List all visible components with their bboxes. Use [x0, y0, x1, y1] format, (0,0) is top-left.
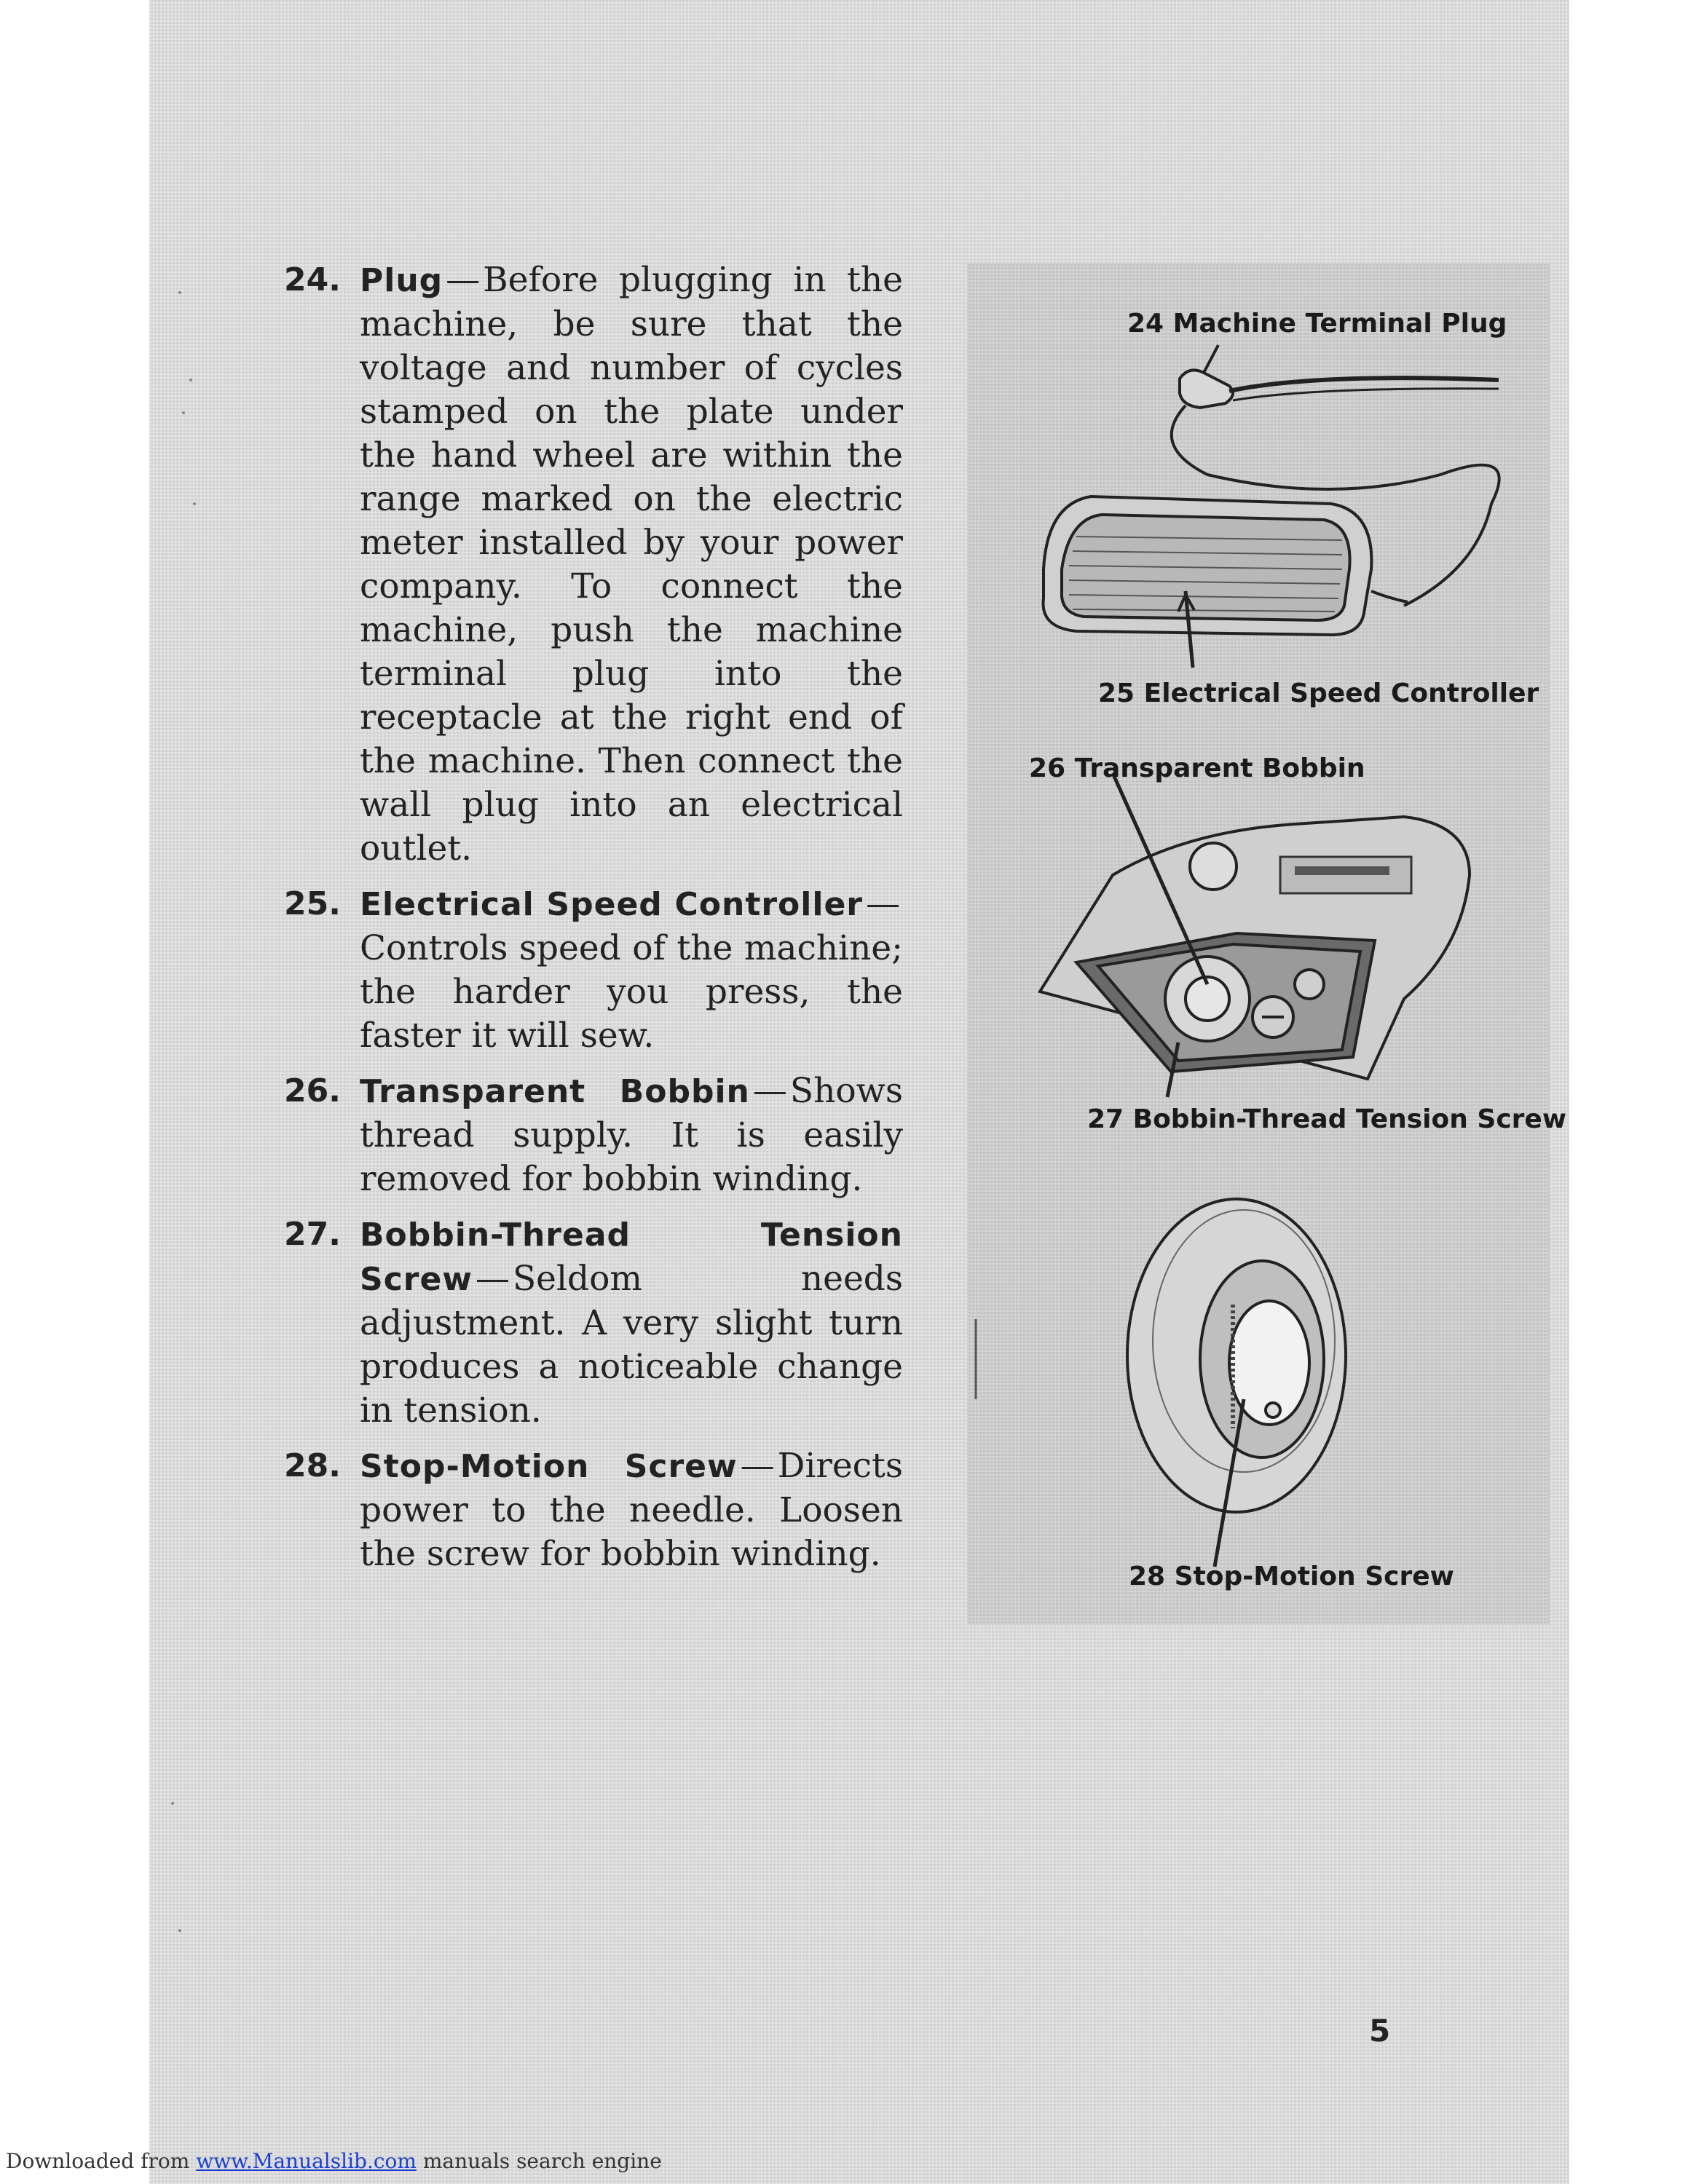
item-heading: Electrical Speed Controller [360, 886, 863, 923]
caption-25: 25 Electrical Speed Controller [1098, 678, 1539, 708]
dash: — [866, 884, 900, 924]
scan-speck [178, 291, 181, 294]
item-heading: Stop-Motion Screw [360, 1448, 738, 1485]
scan-speck [171, 1802, 174, 1805]
page-number: 5 [1369, 2013, 1391, 2049]
caption-28: 28 Stop-Motion Screw [1129, 1562, 1454, 1591]
dash: — [740, 1446, 775, 1486]
item-text: Seldom needs adjustment. A very slight turn produces a noticeable change in tension. [360, 1259, 903, 1431]
item-text: Directs power to the needle. Loosen the screw for bobbin winding. [360, 1446, 903, 1574]
scan-speck [193, 502, 196, 505]
item-24 [284, 258, 903, 871]
scan-speck [178, 1929, 181, 1932]
item-27 [284, 1213, 903, 1433]
scan-speck [182, 411, 185, 414]
item-number: 28. [284, 1447, 341, 1484]
manualslib-link[interactable]: www.Manualslib.com [196, 2149, 417, 2173]
item-number: 24. [284, 261, 341, 298]
item-26 [284, 1069, 903, 1201]
stop-motion-screw-illustration [976, 1199, 1346, 1567]
caption-24: 24 Machine Terminal Plug [1127, 309, 1507, 339]
illustrations [967, 264, 1550, 1625]
illustration-panel [967, 264, 1567, 1625]
item-28 [284, 1444, 903, 1576]
scan-speck [189, 379, 192, 381]
item-heading: Transparent Bobbin [360, 1073, 750, 1110]
caption-26: 26 Transparent Bobbin [1029, 753, 1365, 783]
speed-controller-illustration [1044, 345, 1499, 668]
bobbin-area-illustration [1040, 773, 1470, 1097]
dash: — [446, 260, 481, 300]
item-text: Before plugging in the machine, be sure that the voltage and number of cycles stamped on the plate under the hand wheel are within the range marked on the electric meter installed by your power company. To connect the machine, push the machine terminal plug into the receptacle at the right end of the machine. Then connect the wall plug into an electrical outlet. [360, 260, 903, 869]
dash: — [475, 1259, 510, 1299]
download-footer [6, 2149, 662, 2173]
footer-suffix: manuals search engine [416, 2149, 662, 2173]
item-text: Shows thread supply. It is easily removed for bobbin winding. [360, 1071, 903, 1199]
item-text: Controls speed of the machine; the harder you press, the faster it will sew. [360, 928, 903, 1056]
dash: — [752, 1071, 787, 1111]
item-25 [284, 882, 903, 1058]
item-number: 27. [284, 1216, 341, 1253]
caption-27: 27 Bobbin-Thread Tension Screw [1087, 1104, 1567, 1134]
parts-description-list [284, 258, 903, 1588]
item-number: 25. [284, 885, 341, 922]
item-heading: Plug [360, 262, 443, 299]
footer-prefix: Downloaded from [6, 2149, 197, 2173]
item-number: 26. [284, 1072, 341, 1109]
item-heading: Bobbin-Thread Tension Screw [360, 1216, 903, 1298]
